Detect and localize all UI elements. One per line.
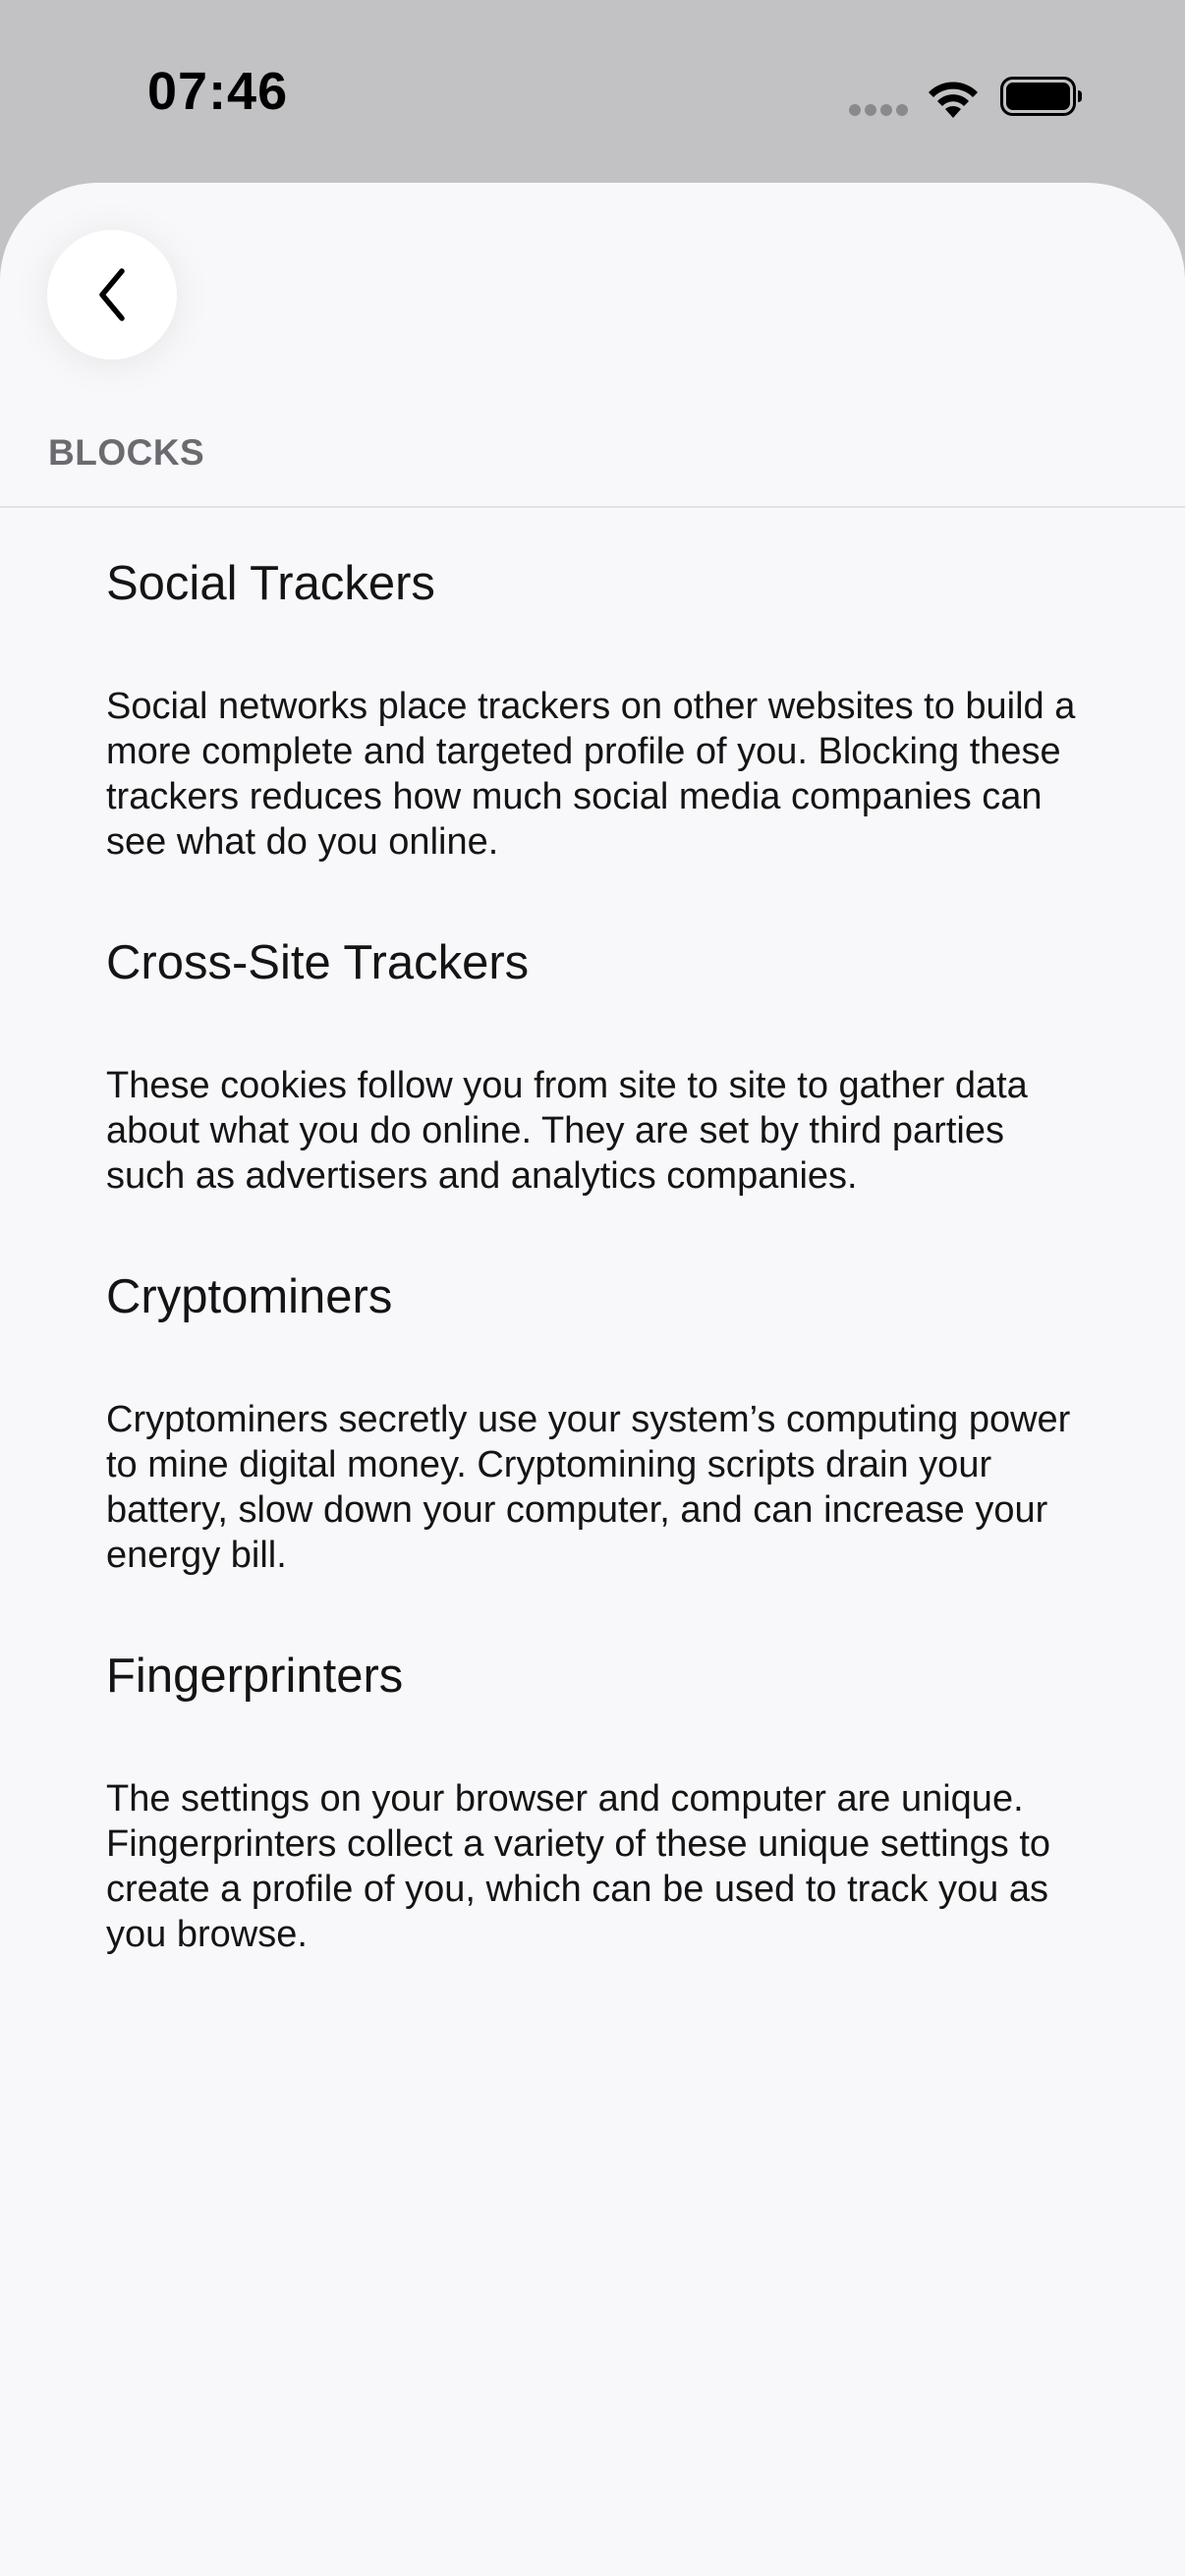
blocks-list (106, 556, 1089, 1957)
block-social-trackers (106, 556, 1089, 865)
status-bar (0, 0, 1185, 183)
divider (0, 506, 1185, 508)
block-cryptominers (106, 1269, 1089, 1578)
section-header: BLOCKS (48, 432, 205, 473)
block-description: Cryptominers secretly use your system’s computing power to mine digital money. Cryptomining scripts drain your battery, slow down your computer, and can increase your energy bill. (106, 1399, 1071, 1576)
block-cross-site-trackers (106, 935, 1089, 1199)
block-description: Social networks place trackers on other websites to build a more complete and targeted profile of you. Blocking these trackers reduces how much social media companies can see what do you online. (106, 686, 1076, 863)
block-description: The settings on your browser and computer are unique. Fingerprinters collect a variety of these unique settings to create a profile of you, which can be used to track you as you browse. (106, 1778, 1051, 1955)
cellular-signal-icon (849, 104, 908, 116)
battery-icon (1000, 77, 1083, 116)
chevron-left-icon (90, 265, 134, 324)
block-description: These cookies follow you from site to site to gather data about what you do online. They are set by third parties such as advertisers and analytics companies. (106, 1065, 1028, 1197)
block-title: Cryptominers (106, 1270, 393, 1323)
block-title: Fingerprinters (106, 1650, 404, 1703)
status-time: 07:46 (147, 62, 289, 121)
back-button[interactable] (47, 230, 177, 360)
block-fingerprinters (106, 1649, 1089, 1957)
block-title: Cross-Site Trackers (106, 936, 530, 989)
wifi-icon (924, 75, 983, 118)
block-title: Social Trackers (106, 557, 435, 610)
tracker-info-sheet (0, 183, 1185, 2576)
